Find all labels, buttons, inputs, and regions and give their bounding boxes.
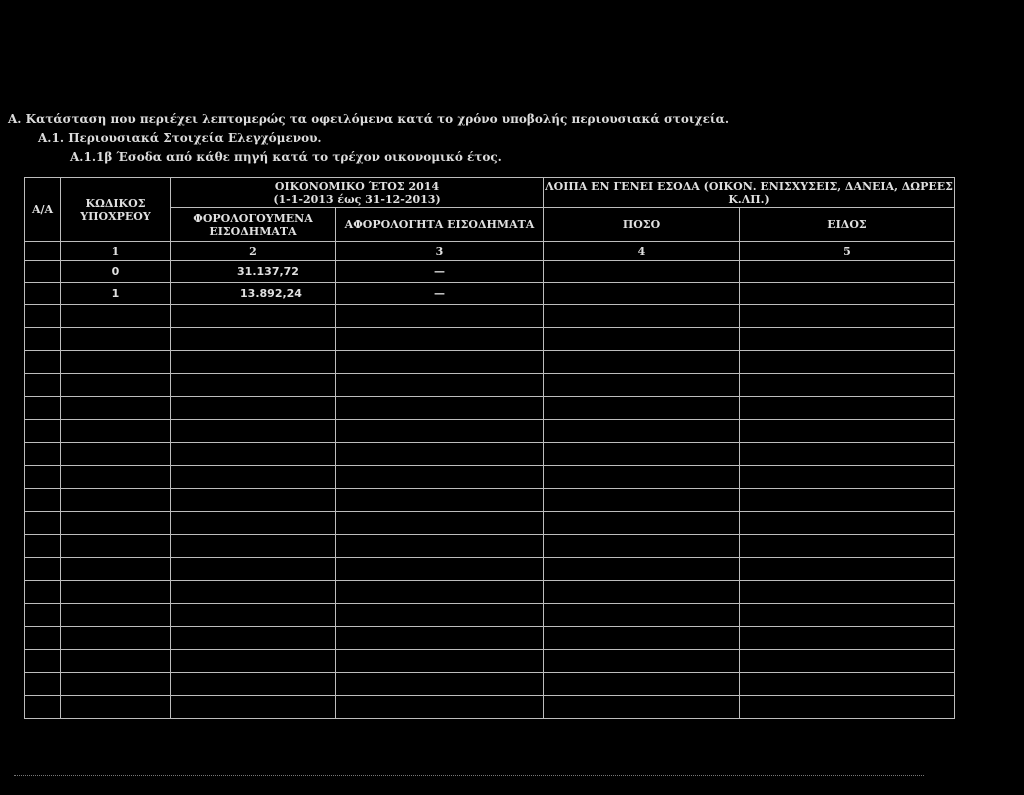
table-row (25, 489, 955, 512)
table-row (25, 420, 955, 443)
header-amount: ΠΟΣΟ (544, 208, 740, 242)
table-row (25, 261, 955, 283)
table-row (25, 305, 955, 328)
col-number-4: 4 (544, 242, 740, 261)
col-number-2: 2 (171, 242, 336, 261)
header-taxed-income: ΦΟΡΟΛΟΓΟΥΜΕΝΑ ΕΙΣΟΔΗΜΑΤΑ (171, 208, 336, 242)
table-row (25, 351, 955, 374)
table-row (25, 512, 955, 535)
row-taxed-amount: 13.892,24 (171, 283, 336, 305)
table-row (25, 581, 955, 604)
table-row (25, 466, 955, 489)
header-type: ΕΙΔΟΣ (740, 208, 955, 242)
table-row (25, 443, 955, 466)
table-row (25, 558, 955, 581)
row-code: 0 (61, 261, 171, 283)
header-aa: Α/Α (25, 178, 61, 242)
table-row (25, 374, 955, 397)
row-untaxed-amount: — (336, 261, 544, 283)
bottom-rule (14, 775, 924, 777)
row-taxed-amount: 31.137,72 (171, 261, 336, 283)
table-row (25, 328, 955, 351)
col-number-5: 5 (740, 242, 955, 261)
header-other-income: ΛΟΙΠΑ ΕΝ ΓΕΝΕΙ ΕΣΟΔΑ (ΟΙΚΟΝ. ΕΝΙΣΧΥΣΕΙΣ, ΔΑΝΕΙΑ, ΔΩΡΕΕΣ Κ.ΛΠ.) (545, 179, 953, 206)
table-row (25, 604, 955, 627)
header-fiscal-year (171, 178, 544, 208)
subsubsection-heading: Α.1.1β Έσοδα από κάθε πηγή κατά το τρέχον οικονομικό έτος. (70, 150, 502, 164)
row-untaxed-amount: — (336, 283, 544, 305)
table-row (25, 397, 955, 420)
col-number-3: 3 (336, 242, 544, 261)
table-row (25, 650, 955, 673)
header-code: ΚΩΔΙΚΟΣ ΥΠΟΧΡΕΟΥ (61, 178, 171, 242)
table-row (25, 627, 955, 650)
section-heading: Α. Κατάσταση που περιέχει λεπτομερώς τα οφειλόμενα κατά το χρόνο υποβολής περιουσιακά στοιχεία. (8, 112, 730, 126)
header-fiscal-year-period: (1-1-2013 έως 31-12-2013) (273, 192, 441, 206)
subsection-heading: Α.1. Περιουσιακά Στοιχεία Ελεγχόμενου. (38, 131, 322, 145)
header-untaxed-income: ΑΦΟΡΟΛΟΓΗΤΑ ΕΙΣΟΔΗΜΑΤΑ (336, 208, 544, 242)
row-code: 1 (61, 283, 171, 305)
table-row (25, 283, 955, 305)
header-fiscal-year-title: ΟΙΚΟΝΟΜΙΚΟ ΈΤΟΣ 2014 (274, 179, 440, 193)
income-table (24, 177, 955, 719)
col-number-empty (25, 242, 61, 261)
table-row (25, 673, 955, 696)
table-row (25, 535, 955, 558)
table-row (25, 696, 955, 719)
col-number-1: 1 (61, 242, 171, 261)
